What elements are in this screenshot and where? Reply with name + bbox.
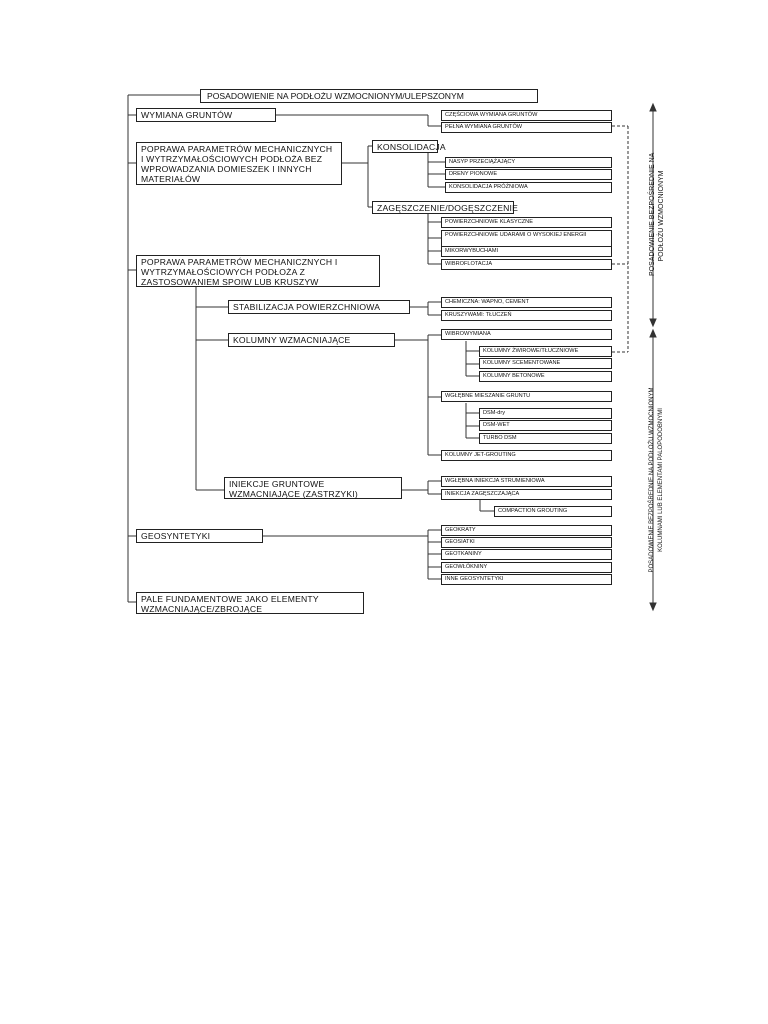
node-konsolidacja: KONSOLIDACJA (372, 140, 438, 153)
leaf-turbo-dsm: TURBO DSM (479, 433, 612, 444)
leaf-nasyp-przeciazajacy: NASYP PRZECIĄŻAJĄCY (445, 157, 612, 168)
leaf-kruszywami: KRUSZYWAMI: TŁUCZEŃ (441, 310, 612, 321)
leaf-inne-geosyntetyki: INNE GEOSYNTETYKI (441, 574, 612, 585)
leaf-kolumny-zwirowe: KOLUMNY ŻWIROWE/TŁUCZNIOWE (479, 346, 612, 357)
diagram-title: POSADOWIENIE NA PODŁOŻU WZMOCNIONYM/ULEPSZONYM (200, 89, 538, 103)
leaf-wibroflotacja: WIBROFLOTACJA (441, 259, 612, 270)
leaf-geotkaniny: GEOTKANINY (441, 549, 612, 560)
node-kolumny-wzmacniajace: KOLUMNY WZMACNIAJĄCE (228, 333, 395, 347)
leaf-kolumny-scementowane: KOLUMNY SCEMENTOWANE (479, 358, 612, 369)
leaf-geosiatki: GEOSIATKI (441, 537, 612, 548)
leaf-konsolidacja-prozniowa: KONSOLIDACJA PRÓŻNIOWA (445, 182, 612, 193)
side-label-top (648, 152, 666, 276)
side-label-bottom-line2: KOLUMNAMI LUB ELEMENTAMI PALOPODOBNYMI (658, 408, 664, 552)
leaf-chemiczna: CHEMICZNA: WAPNO, CEMENT (441, 297, 612, 308)
node-poprawa-bez-domieszek: POPRAWA PARAMETRÓW MECHANICZNYCH I WYTRZYMAŁOŚCIOWYCH PODŁOŻA BEZ WPROWADZANIA DOMIESZEK I INNYCH MATERIAŁÓW (136, 142, 342, 185)
leaf-jet-grouting: KOLUMNY JET-GROUTING (441, 450, 612, 461)
node-poprawa-ze-spoiwami: POPRAWA PARAMETRÓW MECHANICZNYCH I WYTRZYMAŁOŚCIOWYCH PODŁOŻA Z ZASTOSOWANIEM SPOIW LUB KRUSZYW (136, 255, 380, 287)
leaf-geowlokniny: GEOWŁÓKNINY (441, 562, 612, 573)
leaf-pelna-wymiana: PEŁNA WYMIANA GRUNTÓW (441, 122, 612, 133)
leaf-dsm-wet: DSM-WET (479, 420, 612, 431)
leaf-wglebna-iniekcja: WGŁĘBNA INIEKCJA STRUMIENIOWA (441, 476, 612, 487)
side-label-bottom (648, 385, 666, 575)
side-label-top-line2: PODŁOŻU WZMOCNIONYM (658, 170, 665, 262)
node-zageszczenie: ZAGĘSZCZENIE/DOGĘSZCZENIE (372, 201, 514, 214)
side-label-top-line1: POSADOWIENIE BEZPOŚREDNIE NA (649, 152, 656, 276)
node-stabilizacja: STABILIZACJA POWIERZCHNIOWA (228, 300, 410, 314)
leaf-iniekcja-zageszczajaca: INIEKCJA ZAGĘSZCZAJĄCA (441, 489, 612, 500)
node-wymiana-gruntow: WYMIANA GRUNTÓW (136, 108, 276, 122)
leaf-geokraty: GEOKRATY (441, 525, 612, 536)
leaf-mikrowybuchami: MIKORWYBUCHAMI (441, 246, 612, 257)
leaf-czesciowa-wymiana: CZĘŚCIOWA WYMIANA GRUNTÓW (441, 110, 612, 121)
node-iniekcje: INIEKCJE GRUNTOWE WZMACNIAJĄCE (ZASTRZYKI) (224, 477, 402, 499)
leaf-powierzchniowe-udarami: POWIERZCHNIOWE UDARAMI O WYSOKIEJ ENERGII (441, 230, 612, 247)
leaf-compaction-grouting: COMPACTION GROUTING (494, 506, 612, 517)
node-pale-fundamentowe: PALE FUNDAMENTOWE JAKO ELEMENTY WZMACNIAJĄCE/ZBROJĄCE (136, 592, 364, 614)
leaf-kolumny-betonowe: KOLUMNY BETONOWE (479, 371, 612, 382)
leaf-wibrowymiana: WIBROWYMIANA (441, 329, 612, 340)
leaf-wglebne-mieszanie: WGŁĘBNE MIESZANIE GRUNTU (441, 391, 612, 402)
leaf-powierzchniowe-klasyczne: POWIERZCHNIOWE KLASYCZNE (441, 217, 612, 228)
node-geosyntetyki: GEOSYNTETYKI (136, 529, 263, 543)
leaf-dsm-dry: DSM-dry (479, 408, 612, 419)
side-label-bottom-line1: POSADOWIENIE BEZPOŚREDNIE NA PODŁOŻU WZMOCNIONYM (649, 387, 655, 573)
leaf-dreny-pionowe: DRENY PIONOWE (445, 169, 612, 180)
